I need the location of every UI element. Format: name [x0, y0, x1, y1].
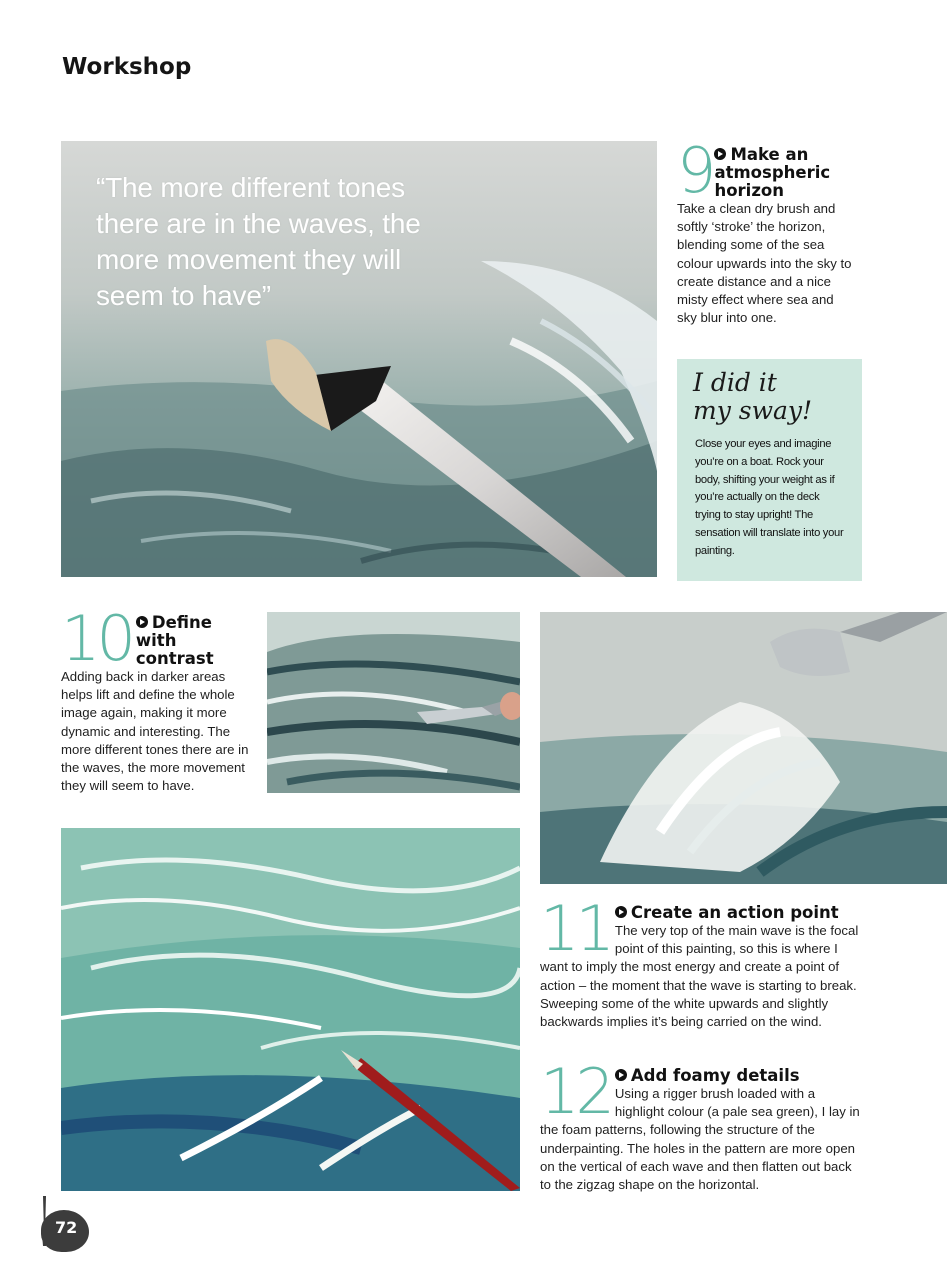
step-title: Create an action point — [540, 904, 866, 922]
step-body: Take a clean dry brush and softly ‘stroke’ the horizon, blending some of the sea colour upwards into the sky to create distance and a nice misty effect where sea and sky blur into one. — [677, 201, 852, 326]
play-bullet-icon — [136, 616, 148, 628]
step-title: Define with contrast — [135, 613, 214, 668]
step-number: 12 — [540, 1055, 611, 1128]
step-12 — [540, 1055, 866, 1194]
play-bullet-icon — [714, 148, 726, 160]
step-body: Adding back in darker areas helps lift and define the whole image again, making it more dynamic and interesting. The more different tones there are in the waves, the more movement they will seem to have. — [61, 669, 249, 794]
step-number: 10 — [61, 602, 132, 675]
step-body: Using a rigger brush loaded with a highlight colour (a pale sea green), I lay in the foam patterns, following the structure of the underpainting. The holes in the pattern are more open on the vertical of each wave and then flatten out back to the zigzag shape on the horizontal. — [540, 1086, 860, 1193]
step-number: 9 — [677, 134, 713, 207]
section-title: Workshop — [62, 54, 192, 80]
photo-fan-brush — [540, 612, 947, 884]
step-title: Add foamy details — [540, 1067, 866, 1085]
page-number: 72 — [55, 1218, 78, 1237]
photo-foam-details — [61, 828, 520, 1191]
step-9 — [677, 134, 857, 327]
tip-box — [677, 359, 862, 581]
tip-heading: I did it my sway! — [693, 368, 813, 425]
tip-body: Close your eyes and imagine you’re on a boat. Rock your body, shifting your weight as if you’re actually on the deck trying to stay upright! The sensation will translate into your painting. — [695, 438, 844, 557]
step-11 — [540, 892, 866, 1031]
step-body: The very top of the main wave is the focal point of this painting, so this is where I want to imply the most energy and create a point of action – the moment that the wave is starting to break. Sweeping some of the white upwards and slightly backwards implies it’s being carried on the wind. — [540, 923, 859, 1030]
step-title: Make an atmospheric horizon — [714, 145, 831, 200]
pull-quote: “The more different tones there are in the waves, the more movement they will seem to have” — [96, 172, 421, 311]
step-10 — [61, 602, 253, 795]
page-number-badge — [37, 1208, 89, 1254]
play-bullet-icon — [615, 1069, 627, 1081]
step-number: 11 — [540, 892, 611, 965]
play-bullet-icon — [615, 906, 627, 918]
photo-palette-knife — [267, 612, 520, 793]
